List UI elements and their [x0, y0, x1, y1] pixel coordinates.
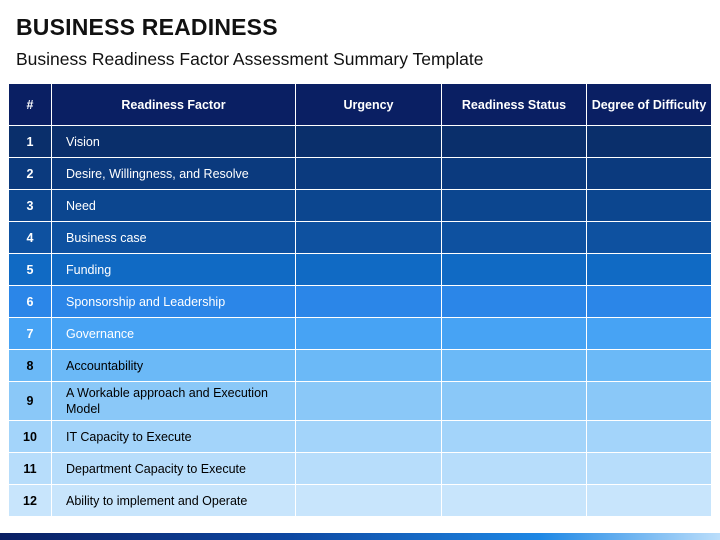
table-row — [9, 453, 712, 485]
footer-gradient-bar — [0, 533, 720, 540]
readiness-status-cell — [442, 421, 587, 453]
table-header-row — [9, 84, 712, 126]
readiness-factor-cell: Department Capacity to Execute — [52, 453, 296, 485]
readiness-status-cell — [442, 350, 587, 382]
difficulty-cell — [587, 318, 712, 350]
table-row — [9, 286, 712, 318]
readiness-status-cell — [442, 222, 587, 254]
difficulty-cell — [587, 222, 712, 254]
difficulty-cell — [587, 453, 712, 485]
table-row — [9, 318, 712, 350]
header-urgency: Urgency — [296, 84, 442, 126]
row-number: 4 — [9, 222, 52, 254]
row-number: 11 — [9, 453, 52, 485]
table-row — [9, 222, 712, 254]
header-degree-of-difficulty: Degree of Difficulty — [587, 84, 712, 126]
readiness-status-cell — [442, 286, 587, 318]
header-readiness-factor: Readiness Factor — [52, 84, 296, 126]
difficulty-cell — [587, 382, 712, 421]
urgency-cell — [296, 254, 442, 286]
readiness-status-cell — [442, 318, 587, 350]
readiness-factor-cell: Business case — [52, 222, 296, 254]
readiness-factor-cell: Vision — [52, 126, 296, 158]
readiness-table — [8, 83, 712, 517]
readiness-status-cell — [442, 453, 587, 485]
readiness-status-cell — [442, 382, 587, 421]
row-number: 7 — [9, 318, 52, 350]
row-number: 10 — [9, 421, 52, 453]
readiness-factor-cell: Need — [52, 190, 296, 222]
urgency-cell — [296, 421, 442, 453]
urgency-cell — [296, 222, 442, 254]
readiness-factor-cell: Governance — [52, 318, 296, 350]
table-row — [9, 485, 712, 517]
row-number: 2 — [9, 158, 52, 190]
row-number: 8 — [9, 350, 52, 382]
row-number: 12 — [9, 485, 52, 517]
table-row — [9, 350, 712, 382]
urgency-cell — [296, 158, 442, 190]
readiness-factor-cell: Desire, Willingness, and Resolve — [52, 158, 296, 190]
urgency-cell — [296, 382, 442, 421]
urgency-cell — [296, 190, 442, 222]
readiness-factor-cell: Funding — [52, 254, 296, 286]
difficulty-cell — [587, 350, 712, 382]
readiness-status-cell — [442, 126, 587, 158]
table-row — [9, 126, 712, 158]
header-readiness-status: Readiness Status — [442, 84, 587, 126]
urgency-cell — [296, 318, 442, 350]
header-number: # — [9, 84, 52, 126]
page-subtitle: Business Readiness Factor Assessment Summary Template — [16, 49, 484, 69]
difficulty-cell — [587, 254, 712, 286]
table-row — [9, 421, 712, 453]
row-number: 1 — [9, 126, 52, 158]
urgency-cell — [296, 453, 442, 485]
difficulty-cell — [587, 421, 712, 453]
readiness-status-cell — [442, 485, 587, 517]
table-row — [9, 254, 712, 286]
readiness-factor-cell: A Workable approach and Execution Model — [52, 382, 296, 421]
table-row — [9, 190, 712, 222]
table-row — [9, 382, 712, 421]
urgency-cell — [296, 485, 442, 517]
difficulty-cell — [587, 158, 712, 190]
page-title: BUSINESS READINESS — [16, 14, 278, 40]
urgency-cell — [296, 126, 442, 158]
difficulty-cell — [587, 126, 712, 158]
row-number: 3 — [9, 190, 52, 222]
readiness-status-cell — [442, 190, 587, 222]
urgency-cell — [296, 286, 442, 318]
urgency-cell — [296, 350, 442, 382]
difficulty-cell — [587, 485, 712, 517]
readiness-status-cell — [442, 158, 587, 190]
table-row — [9, 158, 712, 190]
row-number: 6 — [9, 286, 52, 318]
difficulty-cell — [587, 190, 712, 222]
readiness-factor-cell: IT Capacity to Execute — [52, 421, 296, 453]
readiness-status-cell — [442, 254, 587, 286]
row-number: 9 — [9, 382, 52, 421]
readiness-factor-cell: Ability to implement and Operate — [52, 485, 296, 517]
readiness-factor-cell: Accountability — [52, 350, 296, 382]
readiness-factor-cell: Sponsorship and Leadership — [52, 286, 296, 318]
difficulty-cell — [587, 286, 712, 318]
row-number: 5 — [9, 254, 52, 286]
